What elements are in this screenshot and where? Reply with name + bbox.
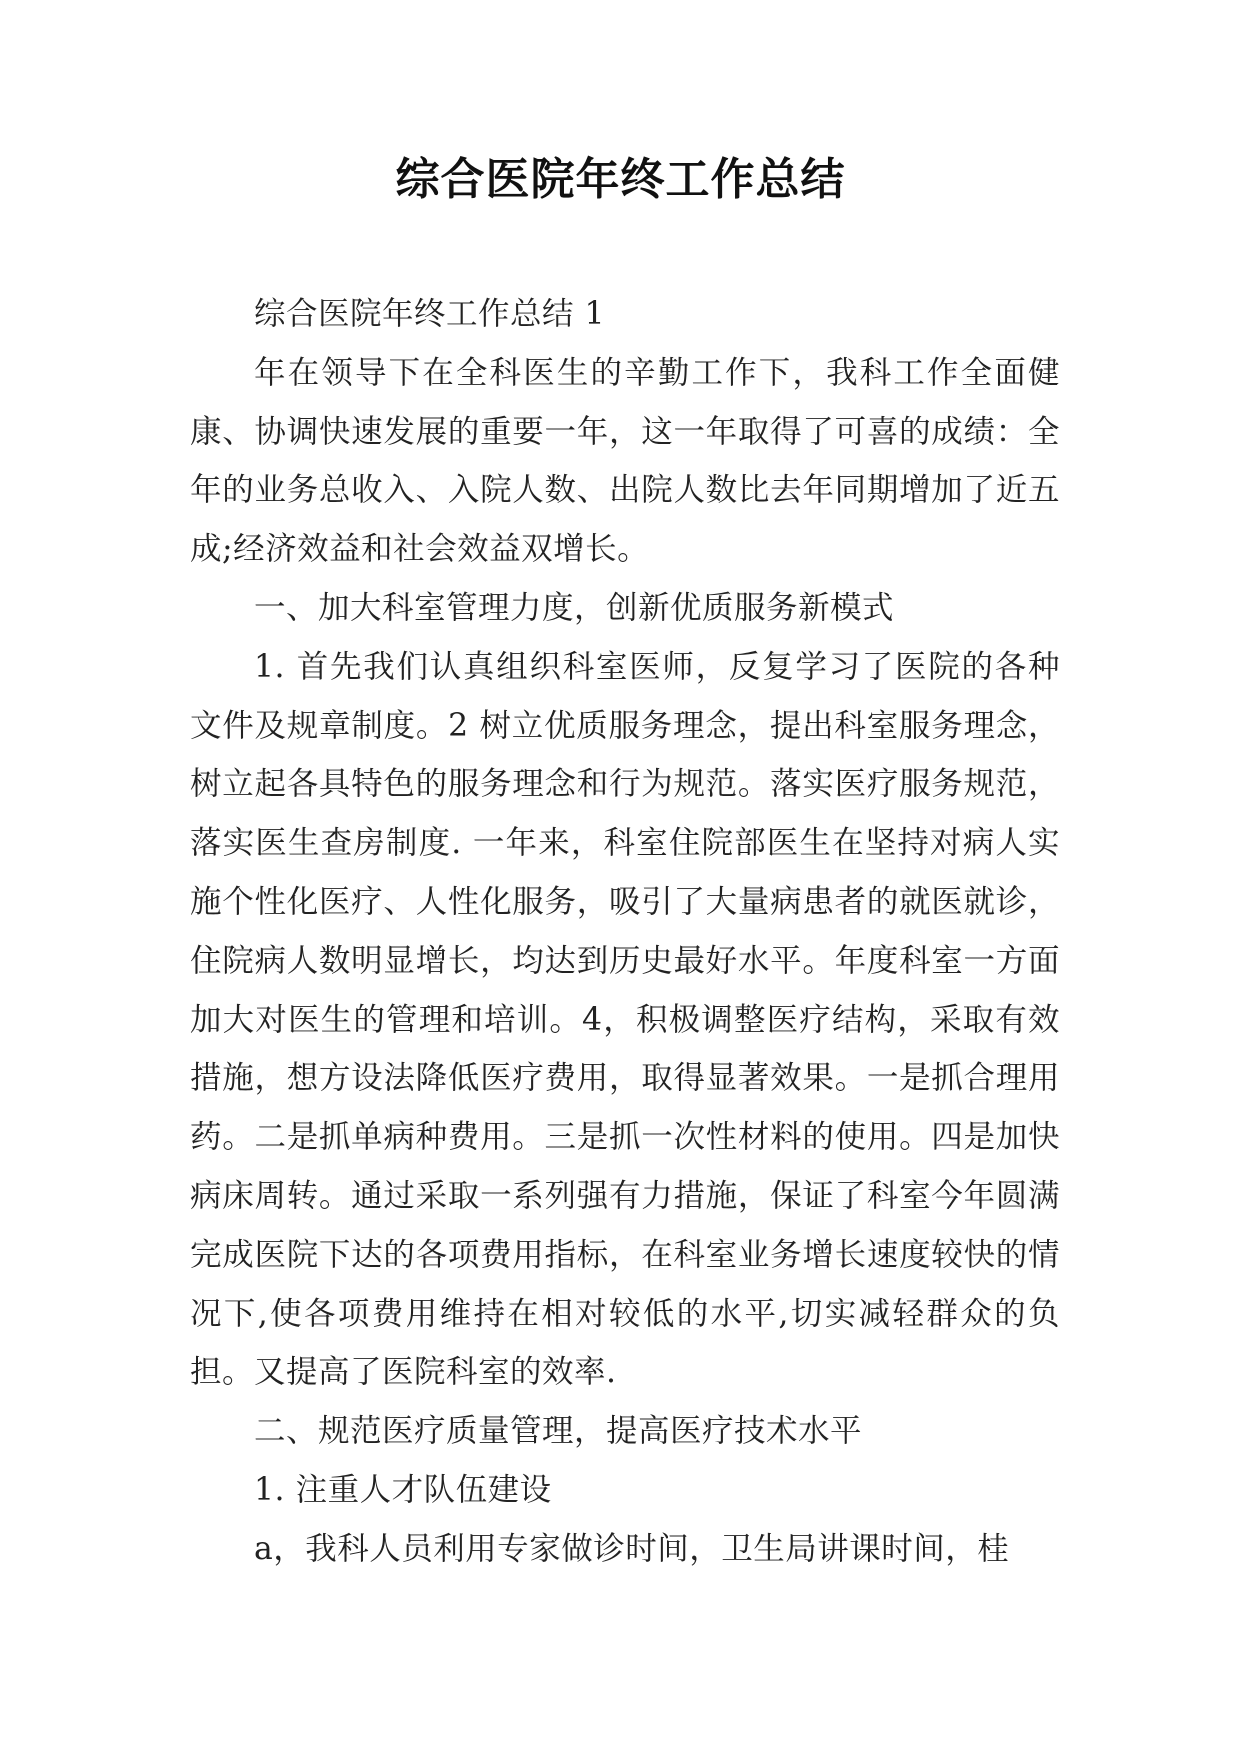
body-paragraph: 1. 首先我们认真组织科室医师，反复学习了医院的各种文件及规章制度。2 树立优质服务理念，提出科室服务理念，树立起各具特色的服务理念和行为规范。落实医疗服务规范，落实医生查房制度. 一年来，科室住院部医生在坚持对病人实施个性化医疗、人性化服务，吸引了大量病患者的就医就诊，住院病人数明显增长，均达到历史最好水平。年度科室一方面加大对医生的管理和培训。4，积极调整医疗结构，采取有效措施，想方设法降低医疗费用，取得显著效果。一是抓合理用药。二是抓单病种费用。三是抓一次性材料的使用。四是加快病床周转。通过采取一系列强有力措施，保证了科室今年圆满完成医院下达的各项费用指标，在科室业务增长速度较快的情况下,使各项费用维持在相对较低的水平,切实减轻群众的负担。又提高了医院科室的效率. xyxy=(190,648,1060,1391)
section-heading: 一、加大科室管理力度，创新优质服务新模式 xyxy=(254,589,895,626)
section-heading: 综合医院年终工作总结 1 xyxy=(254,296,606,332)
body-paragraph: 年在领导下在全科医生的辛勤工作下，我科工作全面健康、协调快速发展的重要一年，这一年取得了可喜的成绩：全年的业务总收入、入院人数、出院人数比去年同期增加了近五成;经济效益和社会效益双增长。 xyxy=(190,354,1060,568)
document-body xyxy=(190,285,1060,1579)
body-paragraph: a，我科人员利用专家做诊时间，卫生局讲课时间，桂 xyxy=(254,1530,1010,1567)
sub-heading: 1. 注重人才队伍建设 xyxy=(254,1471,552,1508)
section-heading: 二、规范医疗质量管理，提高医疗技术水平 xyxy=(254,1413,863,1450)
document-title: 综合医院年终工作总结 xyxy=(395,154,846,205)
